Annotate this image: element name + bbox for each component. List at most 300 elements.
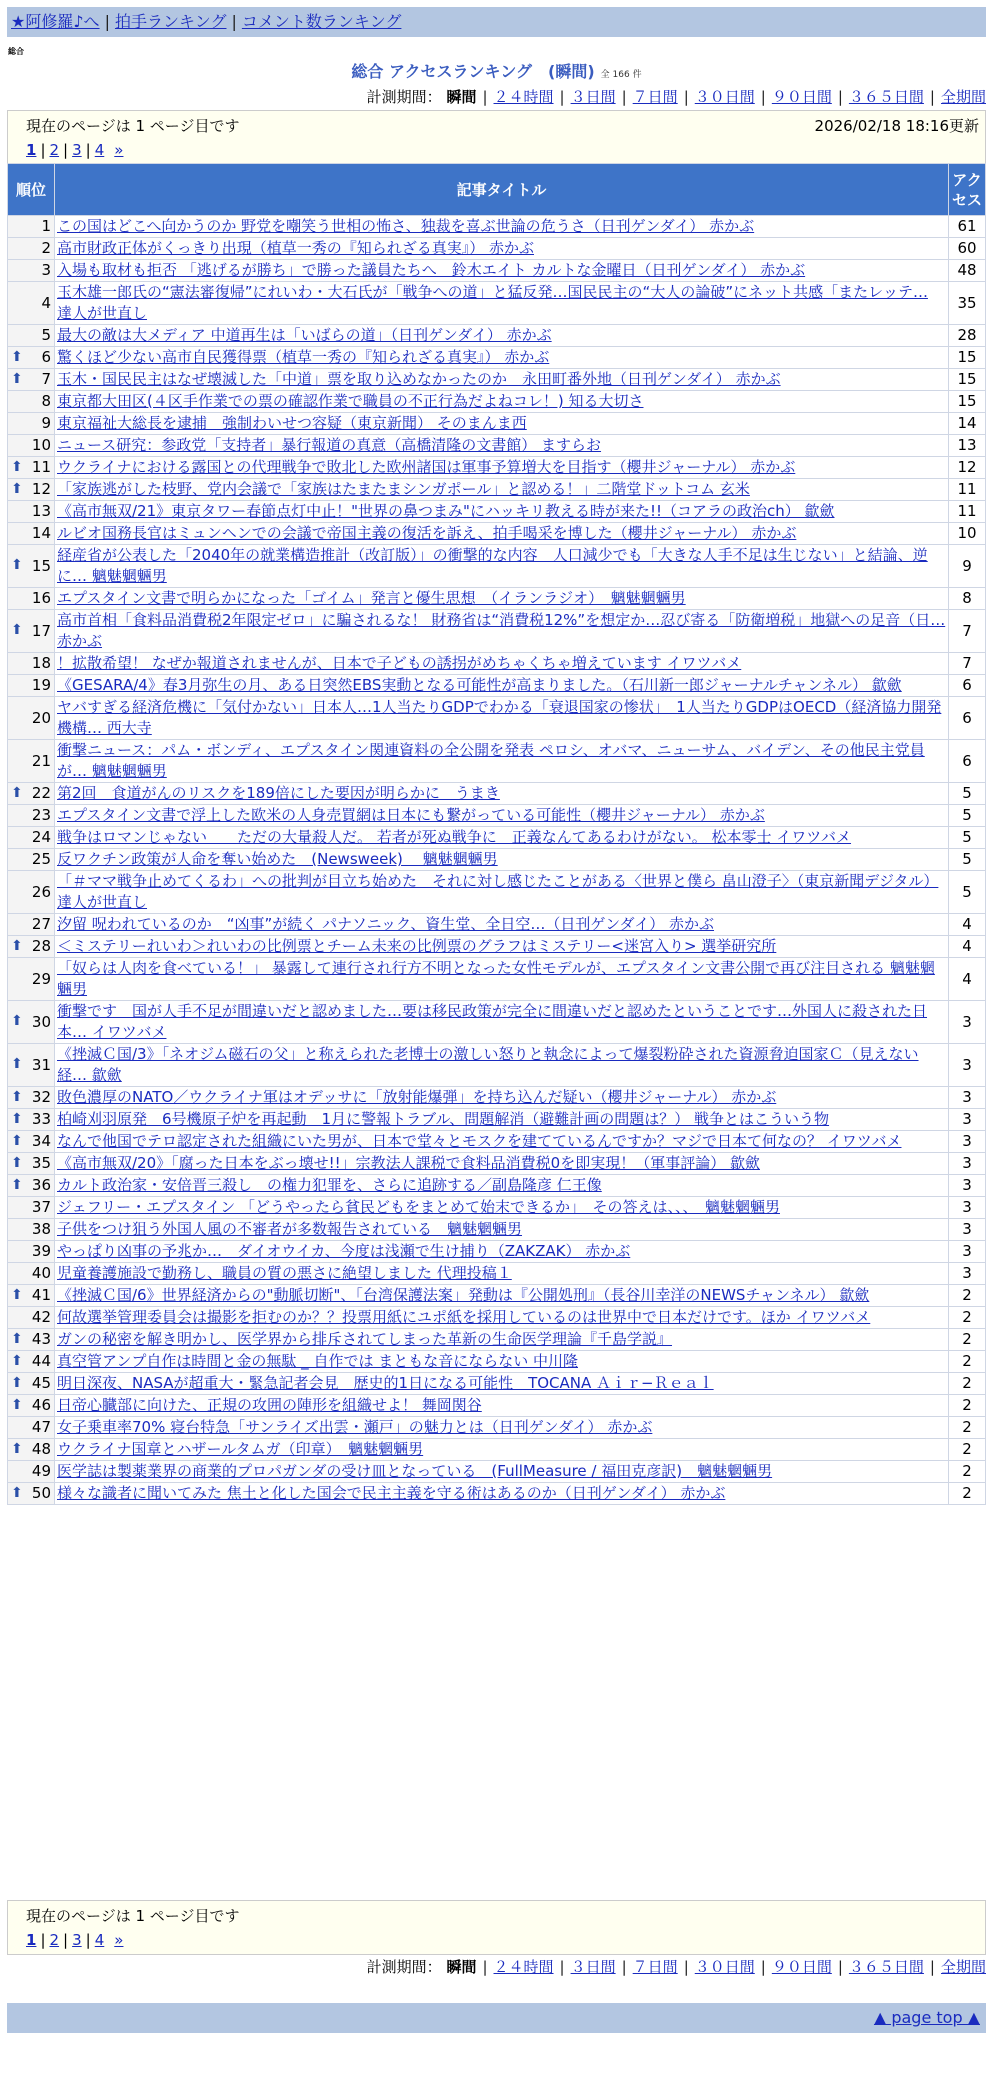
rank-cell <box>8 1461 55 1483</box>
title-cell <box>55 1373 949 1395</box>
rank-cell <box>8 1373 55 1395</box>
title-cell <box>55 391 949 413</box>
rank-number: 9 <box>41 414 51 432</box>
article-title-link[interactable]: 玉木雄一郎氏の“憲法審復帰”にれいわ・大石氏が「戦争への道」と猛反発…国民民主の“大人の論破”にネット共感「またレッテ… 達人が世直し <box>57 283 928 322</box>
rank-number: 45 <box>31 1374 51 1392</box>
article-title-link[interactable]: エプスタイン文書で明らかになった「ゴイム」発言と優生思想 （イランラジオ） 魑魅魍魎男 <box>57 589 686 607</box>
nav-separator: | <box>231 12 237 31</box>
table-row <box>8 1439 986 1461</box>
rank-cell <box>8 1109 55 1131</box>
rank-number: 3 <box>41 261 51 279</box>
rank-number: 48 <box>31 1440 51 1458</box>
rank-cell <box>8 1263 55 1285</box>
table-row <box>8 435 986 457</box>
period-label: 計測期間： <box>366 88 442 106</box>
article-title-link[interactable]: やっぱり凶事の予兆か… ダイオウイカ、今度は浅瀬で生け捕り（ZAKZAK） 赤かぶ <box>57 1242 631 1260</box>
article-title-link[interactable]: ニュース研究：参政党「支持者」暴行報道の真意（高橋清隆の文書館） ますらお <box>57 436 602 454</box>
title-cell <box>55 1153 949 1175</box>
article-title-link[interactable]: 「奴らは人肉を食べている！」 暴露して連行され行方不明となった女性モデルが、エプスタイン文書公開で再び注目される 魑魅魍魎男 <box>57 959 935 998</box>
table-row <box>8 588 986 610</box>
rank-cell <box>8 1044 55 1087</box>
rank-cell <box>8 871 55 914</box>
access-count: 12 <box>949 457 986 479</box>
article-title-link[interactable]: ガンの秘密を解き明かし、医学界から排斥されてしまった革新の生命医学理論『千島学説』 <box>57 1330 673 1348</box>
period-selector-bottom <box>367 1956 986 1978</box>
table-row <box>8 1417 986 1439</box>
title-cell <box>55 238 949 260</box>
period-separator: | <box>837 88 843 106</box>
rank-cell <box>8 523 55 545</box>
period-link-7d[interactable]: ７日間 <box>632 88 678 106</box>
nav-applause-ranking-link[interactable]: 拍手ランキング <box>114 12 227 31</box>
table-row <box>8 391 986 413</box>
title-cell <box>55 653 949 675</box>
title-cell <box>55 588 949 610</box>
article-title-link[interactable]: 女子乗車率70% 寝台特急「サンライズ出雲・瀬戸」の魅力とは（日刊ゲンダイ） 赤かぶ <box>57 1418 653 1436</box>
rank-up-arrow-icon: ⬆ <box>11 1110 23 1127</box>
access-count: 4 <box>949 936 986 958</box>
article-title-link[interactable]: 《挫滅Ｃ国/6》世界経済からの"動脈切断"、「台湾保護法案」発動は『公開処刑』（長谷川幸洋のNEWSチャンネル） 歙歛 <box>57 1286 870 1304</box>
article-title-link[interactable]: ウクライナにおける露国との代理戦争で敗北した欧州諸国は軍事予算増大を目指す（櫻井ジャーナル） 赤かぶ <box>57 458 796 476</box>
title-cell <box>55 871 949 914</box>
rank-up-arrow-icon: ⬆ <box>11 1440 23 1457</box>
table-row <box>8 501 986 523</box>
period-separator: | <box>621 1958 627 1976</box>
article-title-link[interactable]: ！拡散希望！ なぜか報道されませんが、日本で子どもの誘拐がめちゃくちゃ増えています イワツバメ <box>57 654 742 672</box>
page-link-2[interactable]: 2 <box>49 1931 60 1949</box>
access-count: 3 <box>949 1263 986 1285</box>
rank-number: 17 <box>31 621 51 640</box>
rank-up-arrow-icon: ⬆ <box>11 622 23 638</box>
access-count: 2 <box>949 1329 986 1351</box>
period-separator: | <box>482 88 488 106</box>
rank-number: 35 <box>31 1154 51 1172</box>
period-link-365d[interactable]: ３６５日間 <box>848 1958 924 1976</box>
table-row <box>8 1483 986 1505</box>
page-link-3[interactable]: 3 <box>72 141 82 159</box>
rank-cell <box>8 1395 55 1417</box>
article-title-link[interactable]: ルビオ国務長官はミュンヘンでの会議で帝国主義の復活を訴え、拍手喝采を博した（櫻井ジャーナル） 赤かぶ <box>57 524 797 542</box>
table-row <box>8 347 986 369</box>
rank-number: 16 <box>31 589 51 607</box>
title-cell <box>55 827 949 849</box>
rank-number: 29 <box>31 969 51 988</box>
period-separator: | <box>621 88 627 106</box>
rank-cell <box>8 675 55 697</box>
rank-number: 37 <box>31 1198 51 1216</box>
page-link-4[interactable]: 4 <box>94 1931 105 1949</box>
title-cell <box>55 1241 949 1263</box>
rank-cell <box>8 783 55 805</box>
article-title-link[interactable]: 《高市無双/21》東京タワー春節点灯中止！"世界の鼻つまみ"にハッキリ教える時が来た!!（コアラの政治ch） 歙歛 <box>57 502 835 520</box>
article-title-link[interactable]: 児童養護施設で勤務し、職員の質の悪さに絶望しました 代理投稿１ <box>57 1264 512 1282</box>
article-title-link[interactable]: 子供をつけ狙う外国人風の不審者が多数報告されている 魑魅魍魎男 <box>57 1220 523 1238</box>
access-count: 9 <box>949 545 986 588</box>
article-title-link[interactable]: ヤバすぎる経済危機に「気付かない」日本人…1人当たりGDPでわかる「衰退国家の惨状」 1人当たりGDPはOECD（経済協力開発機構… 西大寺 <box>57 698 942 737</box>
access-count: 2 <box>949 1307 986 1329</box>
access-count: 5 <box>949 871 986 914</box>
article-title-link[interactable]: ウクライナ国章とハザールタムガ（印章） 魑魅魍魎男 <box>57 1440 424 1458</box>
rank-cell <box>8 260 55 282</box>
table-row <box>8 1044 986 1087</box>
rank-cell <box>8 610 55 653</box>
rank-up-arrow-icon: ⬆ <box>11 1176 23 1193</box>
article-title-link[interactable]: ＜ミステリーれいわ＞れいわの比例票とチーム未来の比例票のグラフはミステリー<迷宮入り> 選挙研究所 <box>57 937 777 955</box>
period-link-24h[interactable]: ２４時間 <box>493 1958 554 1976</box>
title-cell <box>55 675 949 697</box>
rank-number: 43 <box>31 1330 51 1348</box>
table-row <box>8 805 986 827</box>
table-row <box>8 958 986 1001</box>
period-link-3d[interactable]: ３日間 <box>570 88 616 106</box>
rank-number: 32 <box>31 1088 51 1106</box>
access-count: 15 <box>949 369 986 391</box>
table-row <box>8 1351 986 1373</box>
period-link-90d[interactable]: ９０日間 <box>771 88 832 106</box>
article-title-link[interactable]: 衝撃です 国が人手不足が間違いだと認めました…要は移民政策が完全に間違いだと認めたということです…外国人に殺された日本… イワツバメ <box>57 1002 928 1041</box>
rank-cell <box>8 1175 55 1197</box>
pagination-top <box>7 110 986 165</box>
rank-up-arrow-icon: ⬆ <box>11 1396 23 1413</box>
rank-number: 13 <box>31 502 51 520</box>
table-row <box>8 1197 986 1219</box>
table-row <box>8 1153 986 1175</box>
rank-number: 15 <box>31 556 51 575</box>
rank-up-arrow-icon: ⬆ <box>11 370 23 387</box>
article-title-link[interactable]: 様々な識者に聞いてみた 焦土と化した国会で民主主義を守る術はあるのか（日刊ゲンダイ） 赤かぶ <box>57 1484 726 1502</box>
access-count: 3 <box>949 1197 986 1219</box>
rank-cell <box>8 282 55 325</box>
rank-cell <box>8 457 55 479</box>
rank-cell <box>8 958 55 1001</box>
rank-cell <box>8 849 55 871</box>
access-count: 2 <box>949 1439 986 1461</box>
table-row <box>8 523 986 545</box>
table-row <box>8 1131 986 1153</box>
period-separator: | <box>760 88 766 106</box>
page-title: 総合 アクセスランキング (瞬間) <box>351 62 595 81</box>
access-count: 7 <box>949 653 986 675</box>
table-row <box>8 260 986 282</box>
access-count: 8 <box>949 588 986 610</box>
access-count: 3 <box>949 1001 986 1044</box>
article-title-link[interactable]: 経産省が公表した「2040年の就業構造推計（改訂版）」の衝撃的な内容 人口減少でも「大きな人手不足は生じない」と結論、逆に… 魑魅魍魎男 <box>57 546 928 585</box>
rank-up-arrow-icon: ⬆ <box>11 1484 23 1501</box>
rank-cell <box>8 1219 55 1241</box>
table-row <box>8 697 986 740</box>
rank-up-arrow-icon: ⬆ <box>11 1286 23 1303</box>
rank-cell <box>8 1197 55 1219</box>
article-title-link[interactable]: 入場も取材も拒否 「逃げるが勝ち」で勝った議員たちへ 鈴木エイト カルトな金曜日（日刊ゲンダイ） 赤かぶ <box>57 261 806 279</box>
rank-number: 34 <box>31 1132 51 1150</box>
top-nav <box>7 7 986 37</box>
rank-cell <box>8 1285 55 1307</box>
rank-cell <box>8 740 55 783</box>
access-count: 2 <box>949 1285 986 1307</box>
period-separator: | <box>683 1958 689 1976</box>
table-row <box>8 238 986 260</box>
nav-separator: | <box>104 12 110 31</box>
article-title-link[interactable]: 玉木・国民民主はなぜ壊滅した「中道」票を取り込めなかったのか 永田町番外地（日刊ゲンダイ） 赤かぶ <box>57 370 781 388</box>
rank-cell <box>8 1241 55 1263</box>
article-title-link[interactable]: 「＃ママ戦争止めてくるわ」への批判が目立ち始めた それに対し感じたことがある〈世界と僕ら 畠山澄子〉（東京新聞デジタル） 達人が世直し <box>57 872 939 911</box>
rank-number: 25 <box>31 850 51 868</box>
table-row <box>8 936 986 958</box>
access-count: 14 <box>949 413 986 435</box>
access-count: 10 <box>949 523 986 545</box>
title-cell <box>55 325 949 347</box>
article-title-link[interactable]: この国はどこへ向かうのか 野党を嘲笑う世相の怖さ、独裁を喜ぶ世論の危うさ（日刊ゲンダイ） 赤かぶ <box>57 217 755 235</box>
rank-number: 18 <box>31 654 51 672</box>
rank-cell <box>8 501 55 523</box>
article-title-link[interactable]: 驚くほど少ない高市自民獲得票（植草一秀の『知られざる真実』） 赤かぶ <box>57 348 550 366</box>
table-row <box>8 871 986 914</box>
access-count: 5 <box>949 849 986 871</box>
rank-cell <box>8 805 55 827</box>
table-row <box>8 325 986 347</box>
page-link-1[interactable]: 1 <box>26 1931 37 1949</box>
article-title-link[interactable]: 柏崎刈羽原発 6号機原子炉を再起動 1月に警報トラブル、問題解消（避難計画の問題は？） 戦争とはこういう物 <box>57 1110 830 1128</box>
rank-up-arrow-icon: ⬆ <box>11 1056 23 1072</box>
rank-number: 26 <box>31 882 51 901</box>
access-count: 60 <box>949 238 986 260</box>
table-row <box>8 1001 986 1044</box>
table-row <box>8 1263 986 1285</box>
title-cell <box>55 1175 949 1197</box>
title-cell <box>55 958 949 1001</box>
period-link-all[interactable]: 全期間 <box>940 88 986 106</box>
rank-number: 19 <box>31 676 51 694</box>
article-title-link[interactable]: 高市首相「食料品消費税2年限定ゼロ」に騙されるな！ 財務省は“消費税12%”を想定か…忍び寄る「防衛増税」地獄への足音（日… 赤かぶ <box>57 611 946 650</box>
article-title-link[interactable]: エプスタイン文書で浮上した欧米の人身売買網は日本にも繋がっている可能性（櫻井ジャーナル） 赤かぶ <box>57 806 765 824</box>
period-current: 瞬間 <box>446 88 477 106</box>
updated-timestamp: 2026/02/18 18:16更新 <box>814 117 979 135</box>
table-row <box>8 610 986 653</box>
rank-number: 50 <box>31 1484 51 1502</box>
table-row <box>8 1219 986 1241</box>
table-row <box>8 849 986 871</box>
period-separator: | <box>837 1958 843 1976</box>
period-link-30d[interactable]: ３０日間 <box>694 88 755 106</box>
rank-up-arrow-icon: ⬆ <box>11 1132 23 1149</box>
rank-cell <box>8 1439 55 1461</box>
period-link-365d[interactable]: ３６５日間 <box>848 88 924 106</box>
title-cell <box>55 523 949 545</box>
access-count: 2 <box>949 1351 986 1373</box>
page-links: 1 | 2 | 3 | 4 » <box>26 1931 124 1949</box>
article-title-link[interactable]: 何故選挙管理委員会は撮影を拒むのか？？投票用紙にユポ紙を採用しているのは世界中で日本だけです。ほか イワツバメ <box>57 1308 871 1326</box>
rank-cell <box>8 827 55 849</box>
article-title-link[interactable]: カルト政治家・安倍晋三殺し の権力犯罪を、さらに追跡する／副島隆彦 仁王像 <box>57 1176 602 1194</box>
title-cell <box>55 1417 949 1439</box>
rank-cell <box>8 1131 55 1153</box>
article-title-link[interactable]: 東京福祉大総長を逮捕 強制わいせつ容疑（東京新聞） そのまんま西 <box>57 414 527 432</box>
article-title-link[interactable]: 東京都大田区(４区手作業での票の確認作業で職員の不正行為だよねコレ！) 知る大切さ <box>57 392 644 410</box>
page-link-4[interactable]: 4 <box>94 141 105 159</box>
period-link-all[interactable]: 全期間 <box>940 1958 986 1976</box>
rank-cell <box>8 588 55 610</box>
rank-cell <box>8 1329 55 1351</box>
access-count: 4 <box>949 914 986 936</box>
article-title-link[interactable]: 明日深夜、NASAが超重大・緊急記者会見 歴史的1日になる可能性 TOCANA Ａｉｒ−Ｒｅａｌ <box>57 1374 714 1392</box>
rank-up-arrow-icon: ⬆ <box>11 1154 23 1171</box>
title-cell <box>55 1439 949 1461</box>
rank-up-arrow-icon: ⬆ <box>11 1088 23 1105</box>
rank-number: 12 <box>31 480 51 498</box>
access-count: 2 <box>949 1461 986 1483</box>
article-title-link[interactable]: 反ワクチン政策が人命を奪い始めた (Newsweek) 魑魅魍魎男 <box>57 850 498 868</box>
article-title-link[interactable]: 敗色濃厚のNATO／ウクライナ軍はオデッサに「放射能爆弾」を持ち込んだ疑い（櫻井ジャーナル） 赤かぶ <box>57 1088 777 1106</box>
table-row <box>8 216 986 238</box>
rank-number: 47 <box>31 1418 51 1436</box>
rank-cell <box>8 391 55 413</box>
title-cell <box>55 1351 949 1373</box>
rank-up-arrow-icon: ⬆ <box>11 348 23 365</box>
table-row <box>8 1395 986 1417</box>
rank-cell <box>8 369 55 391</box>
article-title-link[interactable]: 日帝心臓部に向けた、正規の攻囲の陣形を組織せよ！ 舞岡関谷 <box>57 1396 482 1414</box>
rank-number: 24 <box>31 828 51 846</box>
rank-cell <box>8 1153 55 1175</box>
access-count: 61 <box>949 216 986 238</box>
access-count: 3 <box>949 1153 986 1175</box>
table-row <box>8 545 986 588</box>
article-title-link[interactable]: 「家族逃がした枝野、党内会議で「家族はたまたまシンガポール」と認める！」二階堂ドットコム 玄米 <box>57 480 750 498</box>
title-cell <box>55 1087 949 1109</box>
table-row <box>8 1285 986 1307</box>
page-link-next[interactable]: » <box>114 141 124 159</box>
rank-cell <box>8 238 55 260</box>
article-title-link[interactable]: 戦争はロマンじゃない ただの大量殺人だ。 若者が死ぬ戦争に 正義なんてあるわけがない。 松本零士 イワツバメ <box>57 828 852 846</box>
page-link-2[interactable]: 2 <box>49 141 60 159</box>
title-cell <box>55 1483 949 1505</box>
article-title-link[interactable]: 真空管アンプ自作は時間と金の無駄 _ 自作では まともな音にならない 中川隆 <box>57 1352 578 1370</box>
article-title-link[interactable]: 衝撃ニュース：パム・ボンディ、エプスタイン関連資料の全公開を発表 ペロシ、オバマ、ニューサム、バイデン、その他民主党員が… 魑魅魍魎男 <box>57 741 925 780</box>
access-count: 5 <box>949 827 986 849</box>
title-cell <box>55 1307 949 1329</box>
rank-number: 20 <box>31 708 51 727</box>
access-count: 3 <box>949 1044 986 1087</box>
rank-number: 14 <box>31 524 51 542</box>
article-title-link[interactable]: 汐留 呪われているのか “凶事”が続く パナソニック、資生堂、全日空…（日刊ゲンダイ） 赤かぶ <box>57 915 715 933</box>
rank-number: 42 <box>31 1308 51 1326</box>
period-link-90d[interactable]: ９０日間 <box>771 1958 832 1976</box>
period-separator: | <box>760 1958 766 1976</box>
article-title-link[interactable]: 第2回 食道がんのリスクを189倍にした要因が明らかに うまき <box>57 784 500 802</box>
access-count: 2 <box>949 1417 986 1439</box>
title-cell <box>55 435 949 457</box>
title-cell <box>55 849 949 871</box>
rank-cell <box>8 413 55 435</box>
table-row <box>8 1087 986 1109</box>
rank-up-arrow-icon: ⬆ <box>11 1352 23 1369</box>
access-count: 6 <box>949 675 986 697</box>
page-link-1[interactable]: 1 <box>26 141 37 159</box>
table-row <box>8 479 986 501</box>
article-title-link[interactable]: 《GESARA/4》春3月弥生の月、ある日突然EBS実動となる可能性が高まりました。（石川新一郎ジャーナルチャンネル） 歙歛 <box>57 676 902 694</box>
ranking-table <box>7 163 986 1505</box>
access-count: 35 <box>949 282 986 325</box>
rank-number: 23 <box>31 806 51 824</box>
rank-number: 2 <box>41 239 51 257</box>
rank-header: 順位 <box>8 164 55 216</box>
period-separator: | <box>559 88 565 106</box>
period-link-3d[interactable]: ３日間 <box>570 1958 616 1976</box>
rank-cell <box>8 1087 55 1109</box>
title-cell <box>55 914 949 936</box>
rank-number: 5 <box>41 326 51 344</box>
access-count: 3 <box>949 1175 986 1197</box>
access-count: 11 <box>949 479 986 501</box>
access-count: 13 <box>949 435 986 457</box>
article-title-link[interactable]: なんで他国でテロ認定された組織にいた男が、日本で堂々とモスクを建てているんですか？マジで日本て何なの？ イワツバメ <box>57 1132 902 1150</box>
nav-home-link[interactable]: ★阿修羅♪へ <box>11 12 100 31</box>
rank-up-arrow-icon: ⬆ <box>11 1013 23 1029</box>
rank-cell <box>8 1417 55 1439</box>
rank-up-arrow-icon: ⬆ <box>11 458 23 475</box>
article-title-link[interactable]: 《高市無双/20》「腐った日本をぶっ壊せ!!」宗教法人課税で食料品消費税0を即実現！（軍事評論） 歙歛 <box>57 1154 760 1172</box>
page-link-next[interactable]: » <box>114 1931 124 1949</box>
period-separator: | <box>559 1958 565 1976</box>
title-cell <box>55 282 949 325</box>
rank-number: 36 <box>31 1176 51 1194</box>
period-separator: | <box>929 88 935 106</box>
footer-bar <box>7 2003 986 2033</box>
rank-up-arrow-icon: ⬆ <box>11 937 23 954</box>
title-cell <box>55 545 949 588</box>
rank-number: 6 <box>41 348 51 366</box>
table-row <box>8 457 986 479</box>
article-title-link[interactable]: 高市財政正体がくっきり出現（植草一秀の『知られざる真実』） 赤かぶ <box>57 239 534 257</box>
page-top-link[interactable]: ▲ page top ▲ <box>873 2008 980 2027</box>
page-title-block <box>0 60 993 87</box>
period-separator: | <box>683 88 689 106</box>
title-cell <box>55 1219 949 1241</box>
access-count: 3 <box>949 1109 986 1131</box>
table-row <box>8 1241 986 1263</box>
nav-comment-ranking-link[interactable]: コメント数ランキング <box>241 12 402 31</box>
access-count: 5 <box>949 783 986 805</box>
title-cell <box>55 1285 949 1307</box>
rank-cell <box>8 435 55 457</box>
article-title-link[interactable]: 医学誌は製薬業界の商業的プロパガンダの受け皿となっている (FullMeasure / 福田克彦訳) 魑魅魍魎男 <box>57 1462 773 1480</box>
rank-number: 44 <box>31 1352 51 1370</box>
table-row <box>8 1109 986 1131</box>
article-title-link[interactable]: 最大の敵は大メディア 中道再生は「いばらの道」（日刊ゲンダイ） 赤かぶ <box>57 326 552 344</box>
period-link-30d[interactable]: ３０日間 <box>694 1958 755 1976</box>
rank-cell <box>8 347 55 369</box>
rank-cell <box>8 479 55 501</box>
title-cell <box>55 783 949 805</box>
title-cell <box>55 1131 949 1153</box>
page-link-3[interactable]: 3 <box>72 1931 82 1949</box>
article-title-link[interactable]: 《挫滅Ｃ国/3》「ネオジム磁石の父」と称えられた老博士の激しい怒りと執念によって爆裂粉砕された資源脅迫国家Ｃ（見えない経… 歙歛 <box>57 1045 919 1084</box>
rank-number: 28 <box>31 937 51 955</box>
rank-number: 39 <box>31 1242 51 1260</box>
access-count: 4 <box>949 958 986 1001</box>
table-row <box>8 1175 986 1197</box>
rank-number: 41 <box>31 1286 51 1304</box>
rank-cell <box>8 697 55 740</box>
access-count: 28 <box>949 325 986 347</box>
period-link-24h[interactable]: ２４時間 <box>493 88 554 106</box>
rank-cell <box>8 914 55 936</box>
rank-number: 46 <box>31 1396 51 1414</box>
access-count: 2 <box>949 1395 986 1417</box>
article-title-link[interactable]: ジェフリー・エプスタイン 「どうやったら貧民どもをまとめて始末できるか」 その答えは、、、 魑魅魍魎男 <box>57 1198 780 1216</box>
period-link-7d[interactable]: ７日間 <box>632 1958 678 1976</box>
table-row <box>8 675 986 697</box>
